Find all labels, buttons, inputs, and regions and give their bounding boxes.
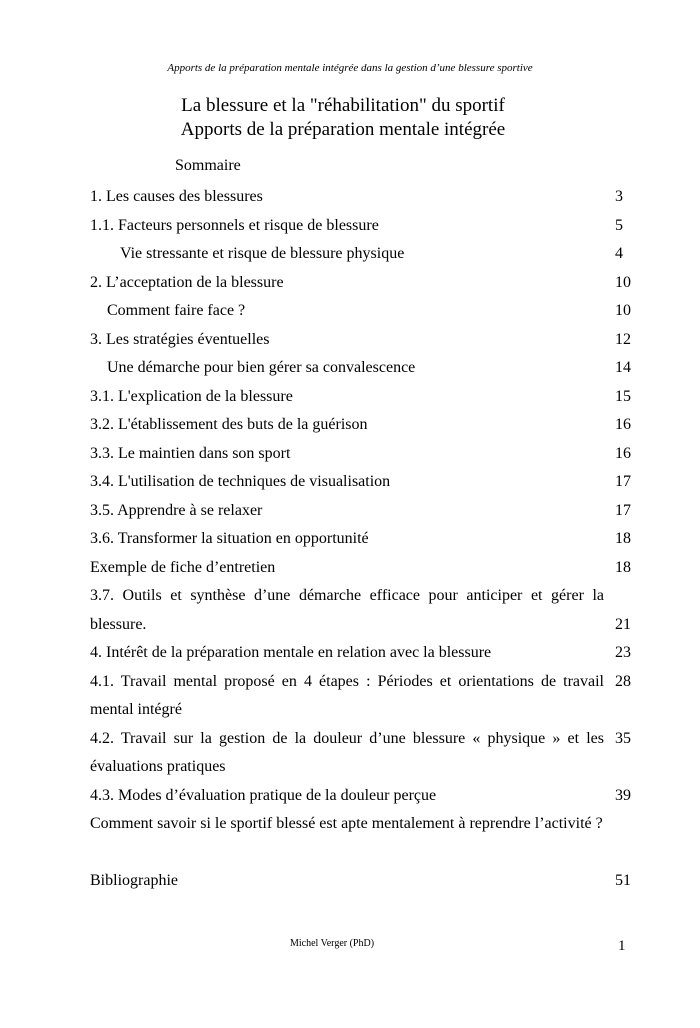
document-title-line-2: Apports de la préparation mentale intégrée [180, 119, 506, 140]
toc-entry-title: Bibliographie [90, 872, 178, 889]
toc-entry [90, 525, 634, 554]
toc-entry [90, 440, 634, 469]
toc-entry [90, 867, 634, 896]
toc-entry-page: 51 [615, 872, 631, 889]
toc-entry [90, 240, 634, 269]
sommaire-heading: Sommaire [175, 157, 241, 174]
toc-entry [90, 725, 634, 782]
toc-entry-page: 21 [615, 615, 631, 633]
toc-entry [90, 183, 634, 212]
toc-entry-page: 10 [615, 302, 631, 319]
toc-entry [90, 297, 634, 326]
toc-entry-title: 4.3. Modes d’évaluation pratique de la douleur perçue [90, 786, 437, 804]
toc-entry-title: 3.7. Outils et synthèse d’une démarche efficace pour anticiper et gérer la blessure. [90, 587, 604, 633]
toc-entry-page: 15 [615, 387, 631, 405]
toc-entry-title: Une démarche pour bien gérer sa convalescence [107, 359, 416, 376]
toc-entry [90, 554, 634, 583]
toc-entry-title: 1.1. Facteurs personnels et risque de blessure [90, 216, 379, 234]
toc-entry [90, 354, 634, 383]
document-title-line-1: La blessure et la "réhabilitation" du sportif [181, 95, 505, 116]
footer-author: Michel Verger (PhD) [289, 938, 375, 949]
toc-entry-page: 3 [615, 188, 623, 205]
toc-entry [90, 411, 634, 440]
toc-entry-title: 3. Les stratégies éventuelles [90, 330, 270, 348]
toc-entry [90, 582, 634, 639]
toc-entry [90, 326, 634, 355]
running-header: Apports de la préparation mentale intégrée dans la gestion d’une blessure sportive [167, 62, 533, 74]
toc-entry-title: 3.1. L'explication de la blessure [90, 387, 293, 405]
toc-entry [90, 668, 634, 725]
toc-entry-page: 18 [615, 530, 631, 547]
toc-entry-title: Exemple de fiche d’entretien [90, 558, 276, 576]
toc-entry-title: 3.5. Apprendre à se relaxer [90, 501, 263, 519]
toc-entry [90, 269, 634, 298]
toc-entry-title: 3.4. L'utilisation de techniques de visualisation [90, 473, 391, 490]
toc-entry-title: 4.1. Travail mental proposé en 4 étapes : Périodes et orientations de travail mental intégré [90, 672, 604, 718]
toc-entry [90, 383, 634, 412]
toc-entry-title: Comment savoir si le sportif blessé est apte mentalement à reprendre l’activité ? [90, 815, 603, 832]
toc-entry-title: 1. Les causes des blessures [90, 188, 263, 205]
toc-entry-page: 17 [615, 501, 631, 519]
toc-entry-title: 4. Intérêt de la préparation mentale en relation avec la blessure [90, 644, 492, 661]
toc-entry-page: 16 [615, 416, 631, 433]
toc-entry-page: 10 [615, 273, 631, 291]
toc-entry-page: 28 [615, 672, 631, 690]
toc-entry-page: 4 [615, 245, 623, 262]
toc-entry-page: 16 [615, 444, 631, 462]
toc-entry-page: 17 [615, 473, 631, 490]
toc-entry-page: 23 [615, 644, 631, 661]
footer-page-number: 1 [618, 938, 626, 954]
toc-entry-page: 18 [615, 558, 631, 576]
toc-entry [90, 212, 634, 241]
toc-entry-title: 2. L’acceptation de la blessure [90, 273, 284, 291]
toc-entry-title: 3.3. Le maintien dans son sport [90, 444, 291, 462]
toc-entry [90, 782, 634, 811]
toc-entry-page: 5 [615, 216, 623, 234]
toc-entry [90, 639, 634, 668]
toc-entry [90, 497, 634, 526]
toc-entry-page: 12 [615, 330, 631, 348]
toc-entry [90, 810, 634, 867]
toc-entry-title: 3.6. Transformer la situation en opportunité [90, 530, 369, 547]
toc-entry-page: 14 [615, 359, 631, 376]
toc-entry [90, 468, 634, 497]
toc-entry-title: 4.2. Travail sur la gestion de la douleur d’une blessure « physique » et les évaluations pratiques [90, 729, 604, 775]
table-of-contents [90, 183, 634, 896]
toc-entry-title: Comment faire face ? [107, 302, 246, 319]
toc-entry-title: 3.2. L'établissement des buts de la guérison [90, 416, 368, 433]
toc-entry-page: 39 [615, 786, 631, 804]
toc-entry-title: Vie stressante et risque de blessure physique [120, 245, 405, 262]
toc-entry-page: 35 [615, 729, 631, 747]
